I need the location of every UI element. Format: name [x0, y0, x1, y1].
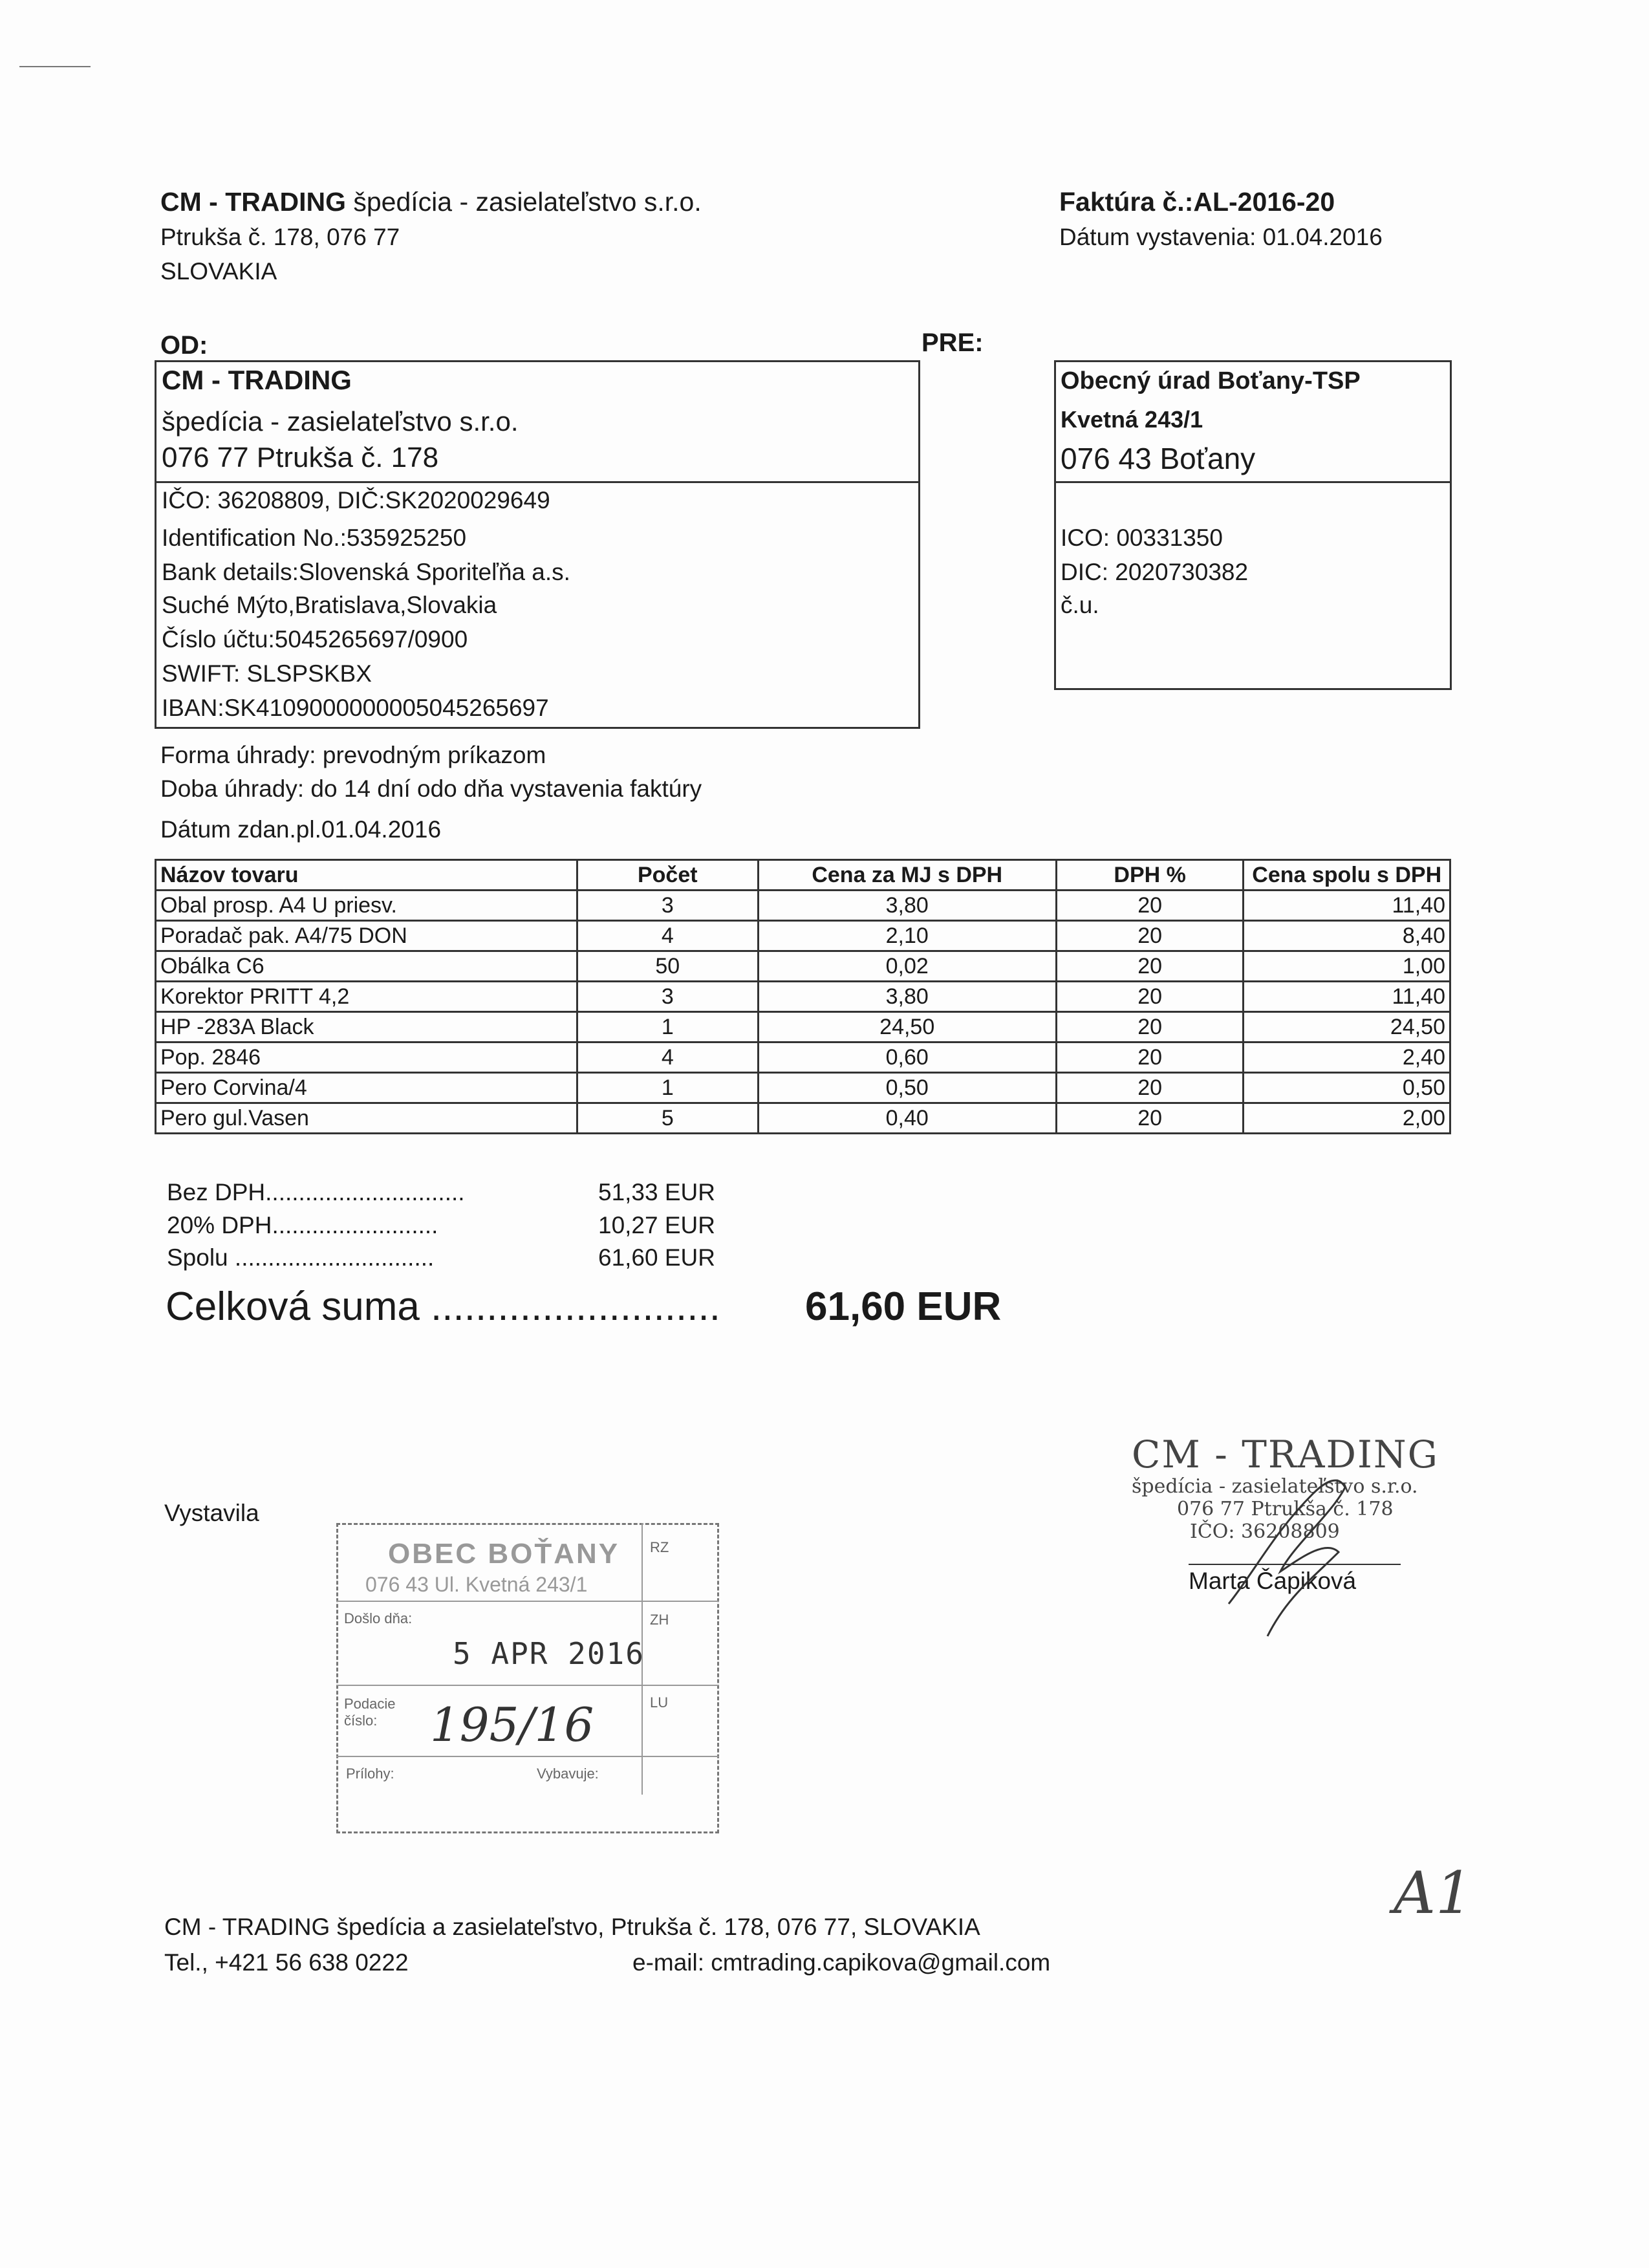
- from-ico-dic: IČO: 36208809, DIČ:SK2020029649: [162, 487, 550, 513]
- seller-name-rest: špedícia - zasielateľstvo s.r.o.: [353, 187, 702, 217]
- from-bank: Bank details:Slovenská Sporiteľňa a.s.: [162, 559, 570, 585]
- sum-value: 61,60 EUR: [598, 1244, 715, 1271]
- to-ico: ICO: 00331350: [1061, 524, 1223, 551]
- payment-method: Forma úhrady: prevodným príkazom: [160, 742, 546, 768]
- item-name: Pop. 2846: [156, 1042, 577, 1073]
- item-total: 2,40: [1244, 1042, 1450, 1073]
- table-row: [156, 921, 1450, 951]
- item-vat: 20: [1056, 891, 1244, 921]
- table-row: [156, 891, 1450, 921]
- from-account: Číslo účtu:5045265697/0900: [162, 626, 468, 653]
- received-col-label-rz: RZ: [650, 1539, 669, 1555]
- from-line2: špedícia - zasielateľstvo s.r.o.: [162, 406, 519, 437]
- item-name: Poradač pak. A4/75 DON: [156, 921, 577, 951]
- table-row: [156, 1103, 1450, 1134]
- issued-by-person: Marta Čapiková: [1189, 1568, 1357, 1594]
- item-qty: 5: [577, 1103, 758, 1134]
- item-unit-price: 3,80: [758, 982, 1056, 1012]
- table-row: [156, 1073, 1450, 1103]
- vat-value: 10,27 EUR: [598, 1212, 715, 1238]
- item-vat: 20: [1056, 982, 1244, 1012]
- col-header-total: Cena spolu s DPH: [1244, 860, 1450, 891]
- footer-email: e-mail: cmtrading.capikova@gmail.com: [632, 1949, 1051, 1976]
- item-vat: 20: [1056, 951, 1244, 982]
- item-name: Pero gul.Vasen: [156, 1103, 577, 1134]
- item-name: Korektor PRITT 4,2: [156, 982, 577, 1012]
- sum-label: Spolu ..............................: [167, 1244, 435, 1271]
- received-col-label-zh: ZH: [650, 1612, 669, 1628]
- item-unit-price: 24,50: [758, 1012, 1056, 1042]
- to-dic: DIC: 2020730382: [1061, 559, 1249, 585]
- item-qty: 3: [577, 982, 758, 1012]
- table-row: [156, 951, 1450, 982]
- from-heading: OD:: [160, 331, 208, 360]
- received-date-label: Došlo dňa:: [344, 1610, 413, 1626]
- item-total: 11,40: [1244, 982, 1450, 1012]
- received-stamp-hline: [336, 1601, 719, 1602]
- received-number: 195/16: [430, 1698, 594, 1752]
- item-qty: 1: [577, 1073, 758, 1103]
- seller-name-bold: CM - TRADING: [160, 187, 346, 217]
- received-number-label: Podacie číslo:: [344, 1696, 396, 1729]
- table-row: [156, 1042, 1450, 1073]
- item-total: 1,00: [1244, 951, 1450, 982]
- to-cu: č.u.: [1061, 592, 1099, 618]
- scan-mark: [19, 66, 91, 67]
- item-qty: 4: [577, 1042, 758, 1073]
- item-qty: 1: [577, 1012, 758, 1042]
- footer-phone: Tel., +421 56 638 0222: [164, 1949, 409, 1976]
- col-header-vat: DPH %: [1056, 860, 1244, 891]
- payment-due: Doba úhrady: do 14 dní odo dňa vystavenia faktúry: [160, 775, 702, 802]
- item-total: 24,50: [1244, 1012, 1450, 1042]
- item-name: HP -283A Black: [156, 1012, 577, 1042]
- from-identification: Identification No.:535925250: [162, 524, 467, 551]
- item-total: 2,00: [1244, 1103, 1450, 1134]
- grand-total-value: 61,60 EUR: [805, 1284, 1002, 1329]
- company-stamp-name: CM - TRADING: [1132, 1432, 1439, 1476]
- footer-company: CM - TRADING špedícia a zasielateľstvo, Ptrukša č. 178, 076 77, SLOVAKIA: [164, 1914, 980, 1940]
- vat-label: 20% DPH.........................: [167, 1212, 438, 1238]
- signature-scribble: [1216, 1455, 1384, 1649]
- item-total: 8,40: [1244, 921, 1450, 951]
- company-stamp-line2: špedícia - zasielateľstvo s.r.o.: [1132, 1475, 1418, 1498]
- from-iban: IBAN:SK4109000000005045265697: [162, 695, 549, 721]
- invoice-number: Faktúra č.:AL-2016-20: [1059, 187, 1335, 217]
- col-header-name: Názov tovaru: [156, 860, 577, 891]
- seller-address: Ptrukša č. 178, 076 77: [160, 224, 400, 250]
- col-header-unit-price: Cena za MJ s DPH: [758, 860, 1056, 891]
- seller-name: [160, 186, 702, 218]
- item-total: 0,50: [1244, 1073, 1450, 1103]
- item-total: 11,40: [1244, 891, 1450, 921]
- item-name: Obal prosp. A4 U priesv.: [156, 891, 577, 921]
- seller-country: SLOVAKIA: [160, 258, 277, 285]
- item-name: Pero Corvina/4: [156, 1073, 577, 1103]
- from-bank-address: Suché Mýto,Bratislava,Slovakia: [162, 592, 497, 618]
- item-vat: 20: [1056, 921, 1244, 951]
- received-handles-label: Vybavuje:: [537, 1766, 599, 1782]
- item-name: Obálka C6: [156, 951, 577, 982]
- item-qty: 3: [577, 891, 758, 921]
- received-attachments-label: Prílohy:: [346, 1766, 394, 1782]
- to-line2: Kvetná 243/1: [1061, 406, 1203, 433]
- issued-by-label: Vystavila: [164, 1500, 259, 1526]
- grand-total-label: Celková suma ..........................: [166, 1284, 720, 1329]
- table-row: [156, 1012, 1450, 1042]
- net-label: Bez DPH..............................: [167, 1179, 465, 1205]
- item-qty: 50: [577, 951, 758, 982]
- received-stamp-address: 076 43 Ul. Kvetná 243/1: [365, 1573, 588, 1596]
- to-line1: Obecný úrad Boťany-TSP: [1061, 367, 1361, 394]
- tax-date: Dátum zdan.pl.01.04.2016: [160, 816, 442, 843]
- item-vat: 20: [1056, 1073, 1244, 1103]
- item-unit-price: 0,50: [758, 1073, 1056, 1103]
- table-header-row: [156, 860, 1450, 891]
- to-heading: PRE:: [921, 329, 984, 357]
- item-unit-price: 0,60: [758, 1042, 1056, 1073]
- invoice-issue-date: Dátum vystavenia: 01.04.2016: [1059, 224, 1383, 250]
- to-box-divider: [1054, 481, 1452, 483]
- page-mark: A1: [1394, 1859, 1473, 1927]
- received-date: 5 APR 2016: [453, 1636, 645, 1671]
- to-line3: 076 43 Boťany: [1061, 442, 1256, 475]
- items-table: [155, 859, 1451, 1134]
- item-unit-price: 0,02: [758, 951, 1056, 982]
- item-vat: 20: [1056, 1042, 1244, 1073]
- company-stamp-line3: 076 77 Ptrukša č. 178: [1177, 1498, 1394, 1520]
- item-qty: 4: [577, 921, 758, 951]
- company-stamp-line4: IČO: 36208809: [1190, 1520, 1340, 1543]
- item-unit-price: 0,40: [758, 1103, 1056, 1134]
- received-stamp-hline: [336, 1685, 719, 1686]
- item-vat: 20: [1056, 1103, 1244, 1134]
- from-swift: SWIFT: SLSPSKBX: [162, 660, 372, 687]
- received-col-label-lu: LU: [650, 1694, 669, 1711]
- table-row: [156, 982, 1450, 1012]
- item-unit-price: 3,80: [758, 891, 1056, 921]
- received-stamp-hline: [336, 1756, 719, 1757]
- from-line1: CM - TRADING: [162, 365, 352, 395]
- item-vat: 20: [1056, 1012, 1244, 1042]
- from-box-divider: [155, 481, 920, 483]
- item-unit-price: 2,10: [758, 921, 1056, 951]
- received-stamp-title: OBEC BOŤANY: [388, 1538, 620, 1570]
- net-value: 51,33 EUR: [598, 1179, 715, 1205]
- col-header-qty: Počet: [577, 860, 758, 891]
- from-line3: 076 77 Ptrukša č. 178: [162, 442, 439, 473]
